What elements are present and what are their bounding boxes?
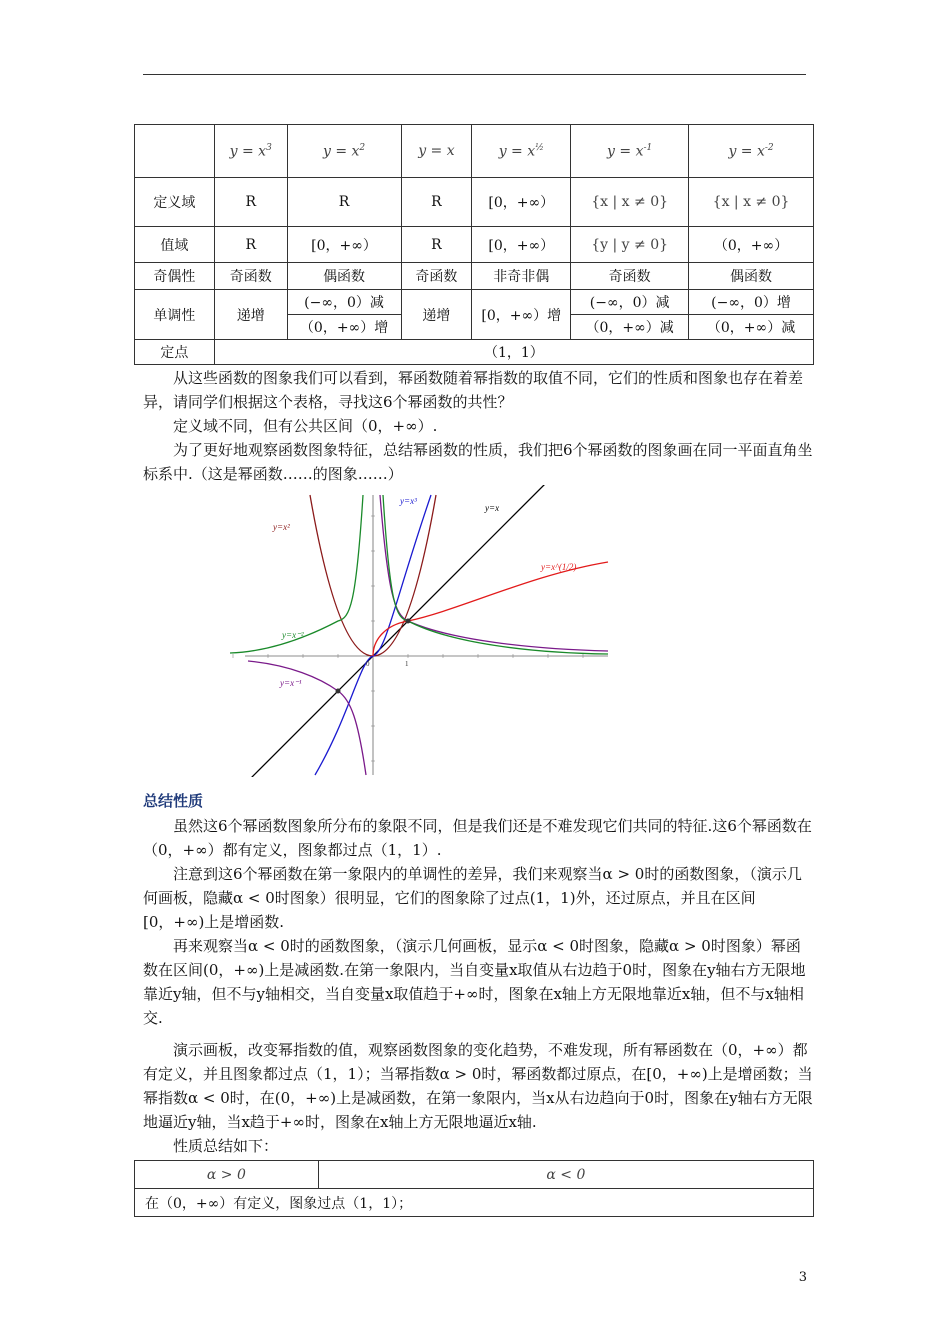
table-cell: [0，+∞） [472,227,571,263]
paragraph-alpha-positive: 注意到这6个幂函数在第一象限内的单调性的差异，我们来观察当α > 0时的函数图象，（演示几何画板，隐藏α < 0时图象）很明显，它们的图象除了过点(1，1)外，还过原点，并且在区间[0，+∞)上是增函数. [143,865,802,931]
table-cell: （0，+∞）减 [689,315,814,340]
func-label: y = x [418,143,455,159]
table-cell: (−∞，0）减 [287,290,401,315]
paragraph-graph-intro: 为了更好地观察函数图象特征，总结幂函数的性质，我们把6个幂函数的图象画在同一平面直角坐标系中.（这是幂函数……的图象……） [143,441,813,483]
summary-col-alpha-negative: α < 0 [318,1161,813,1189]
row-label: 定点 [135,340,215,365]
table-cell: （0，+∞）增 [287,315,401,340]
page-number: 3 [798,1270,807,1285]
label-origin: 0 [366,660,370,668]
row-label: 值域 [135,227,215,263]
summary-row-1 [135,1189,814,1217]
table-cell: 偶函数 [689,263,814,290]
table-cell: 递增 [401,290,472,340]
table-cell: 非奇非偶 [472,263,571,290]
table-cell: {x | x ≠ 0} [689,178,814,227]
table-cell: {y | y ≠ 0} [571,227,689,263]
header-y-x-inv-sq [689,125,814,178]
table-cell: 奇函数 [214,263,287,290]
paragraph-properties-intro: 性质总结如下： [173,1137,279,1155]
func-exp: ½ [535,142,544,153]
header-y-x [401,125,472,178]
table-cell: (−∞，0）减 [571,290,689,315]
table-cell: （0，+∞）减 [571,315,689,340]
summary-header-row [135,1161,814,1189]
table-cell: R [287,178,401,227]
table-cell: [0，+∞）增 [472,290,571,340]
table-cell: 递增 [214,290,287,340]
power-function-properties-table [134,124,814,365]
properties-summary-table [134,1160,814,1217]
header-y-x2 [287,125,401,178]
power-functions-graph [230,485,610,777]
func-exp: 3 [266,142,272,153]
table-cell: （1，1） [214,340,813,365]
table-row-parity [135,263,814,290]
label-square: y=x² [273,522,290,532]
func-label: y = x [229,143,267,160]
paragraph-alpha-negative: 再来观察当α < 0时的函数图象，（演示几何画板，显示α < 0时图象，隐藏α > 0时图象）幂函数在区间(0，+∞)上是减函数.在第一象限内，当自变量x取值从右边趋于0时，图象在y轴右方无限地靠近y轴，但不与y轴相交，当自变量x取值趋于+∞时，图象在x轴上方无限地靠近x轴，但不与x轴相交. [143,937,806,1027]
table-cell: R [214,227,287,263]
table-cell: R [214,178,287,227]
page-top-rule [143,74,806,75]
table-cell: （0，+∞） [689,227,814,263]
func-label: y = x [728,143,765,160]
table-cell: [0，+∞） [287,227,401,263]
paragraph-common-features: 虽然这6个幂函数图象所分布的象限不同，但是我们还是不难发现它们共同的特征.这6个幂函数在（0，+∞）都有定义，图象都过点（1，1）. [143,817,812,859]
table-row-fixed-point [135,340,814,365]
func-label: y = x [498,143,536,160]
point-minus1-minus1 [336,689,341,694]
func-label: y = x [322,143,360,160]
table-row-domain [135,178,814,227]
label-sqrt: y=x^(1/2) [541,562,577,572]
table-cell: 奇函数 [571,263,689,290]
label-inv: y=x⁻¹ [280,678,302,688]
curve-y-x-inv-sq-right [383,495,608,654]
table-cell: [0，+∞） [472,178,571,227]
header-empty-cell [135,125,215,178]
func-label: y = x [607,143,644,160]
curve-y-x-inv-q3 [248,661,366,775]
label-identity: y=x [485,503,500,513]
table-row-monotonic [135,290,814,315]
label-one: 1 [405,660,409,668]
table-cell: R [401,178,472,227]
point-1-1 [406,619,411,624]
label-cube: y=x³ [400,496,417,506]
func-exp: -1 [643,142,653,153]
curve-y-x-inv-q1 [380,495,608,651]
paragraph-demo-summary: 演示画板，改变幂指数的值，观察函数图象的变化趋势，不难发现，所有幂函数在（0，+∞）都有定义，并且图象都过点（1，1）；当幂指数α > 0时，幂函数都过原点，在[0，+∞)上是增函数；当幂指数α < 0时，在(0，+∞)上是减函数，在第一象限内，当x从右边趋向于0时，图象在y轴右方无限地逼近y轴，当x趋于+∞时，图象在x轴上方无限地逼近x轴. [143,1041,813,1131]
table-cell: {x | x ≠ 0} [571,178,689,227]
summary-col-alpha-positive: α > 0 [135,1161,319,1189]
header-y-x-inv [571,125,689,178]
row-label: 奇偶性 [135,263,215,290]
header-y-sqrt-x [472,125,571,178]
row-label: 定义域 [135,178,215,227]
table-cell: 奇函数 [401,263,472,290]
table-cell: R [401,227,472,263]
paragraph-intro: 从这些函数的图象我们可以看到，幂函数随着幂指数的取值不同，它们的性质和图象也存在着差异，请同学们根据这个表格，寻找这6个幂函数的共性？ [143,369,804,411]
func-exp: -2 [764,142,774,153]
func-exp: 2 [359,142,366,153]
summary-cell: 在（0，+∞）有定义，图象过点（1，1）； [135,1189,814,1217]
paragraph-common-interval: 定义域不同，但有公共区间（0，+∞）. [173,417,438,435]
row-label: 单调性 [135,290,215,340]
table-row-range [135,227,814,263]
table-header-row [135,125,814,178]
section-heading-summary: 总结性质 [143,792,204,810]
table-cell: 偶函数 [287,263,401,290]
label-inv-sq: y=x⁻² [282,630,304,640]
header-y-x3 [214,125,287,178]
table-cell: (−∞，0）增 [689,290,814,315]
